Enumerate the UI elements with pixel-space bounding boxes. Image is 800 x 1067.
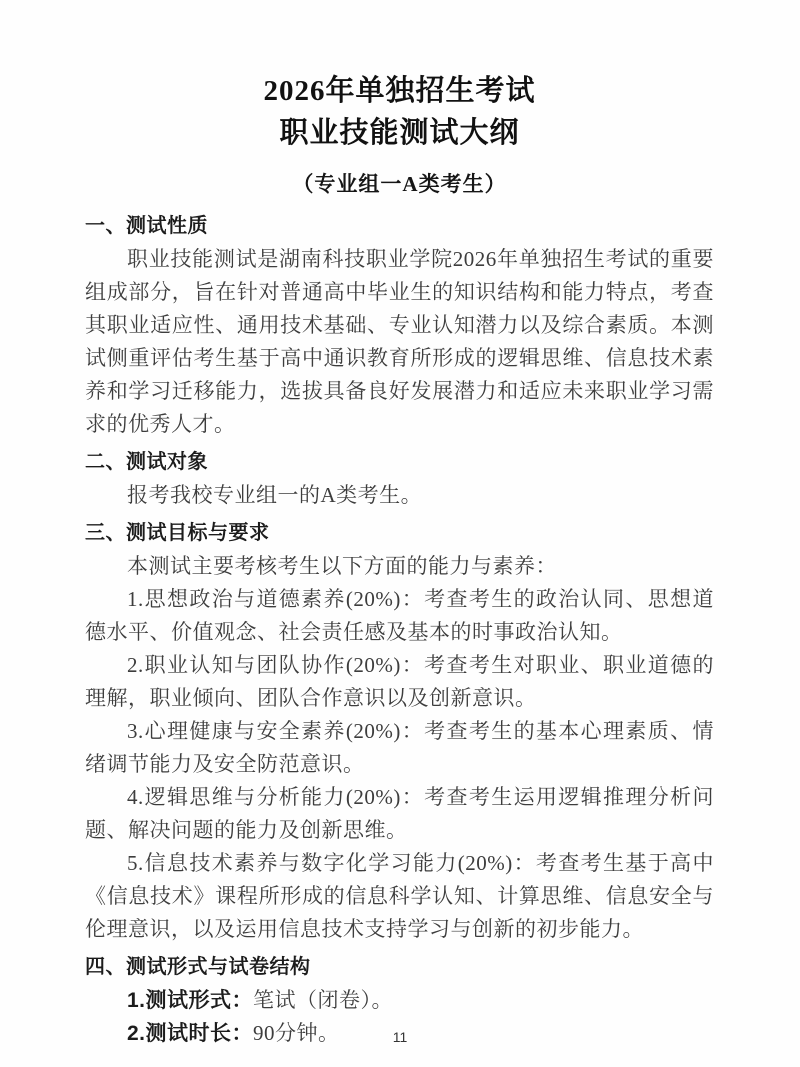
paragraph: 本测试主要考核考生以下方面的能力与素养：: [127, 554, 557, 578]
paragraph: 职业技能测试是湖南科技职业学院2026年单独招生考试的重要组成部分，旨在针对普通高中毕业生的知识结构和能力特点，考查其职业适应性、通用技术基础、专业认知潜力以及综合素质。本测试侧重评估考生基于高中通识教育所形成的逻辑思维、信息技术素养和学习迁移能力，选拔具备良好发展潜力和适应未来职业学习需求的优秀人才。: [85, 247, 714, 436]
page-number: 11: [392, 1029, 408, 1045]
section-test-target: [85, 446, 714, 512]
goal-item-5: 5.信息技术素养与数字化学习能力(20%)：考查考生基于高中《信息技术》课程所形成的信息科学认知、计算思维、信息安全与伦理意识，以及运用信息技术支持学习与创新的初步能力。: [85, 851, 714, 941]
title-line-1: 2026年单独招生考试: [263, 75, 536, 107]
document-subtitle: （专业组一A类考生）: [292, 172, 507, 196]
section-test-goals: [85, 517, 714, 946]
goal-item-2: 2.职业认知与团队协作(20%)：考查考生对职业、职业道德的理解，职业倾向、团队合作意识以及创新意识。: [85, 653, 714, 710]
title-line-2: 职业技能测试大纲: [279, 117, 520, 149]
goal-item-4: 4.逻辑思维与分析能力(20%)：考查考生运用逻辑推理分析问题、解决问题的能力及创新思维。: [85, 785, 714, 842]
section-test-nature: [85, 210, 714, 441]
format-item-1-value: 笔试（闭卷）。: [253, 988, 394, 1012]
section-heading: 二、测试对象: [85, 451, 208, 473]
section-heading: 四、测试形式与试卷结构: [85, 956, 311, 978]
format-item-2-value: 90分钟。: [253, 1021, 340, 1045]
format-item-2-label: 2.测试时长：: [127, 1022, 254, 1045]
section-heading: 一、测试性质: [85, 215, 208, 237]
format-item-1: [85, 984, 714, 1017]
document-title: [85, 70, 714, 154]
goal-item-3: 3.心理健康与安全素养(20%)：考查考生的基本心理素质、情绪调节能力及安全防范意识。: [85, 719, 714, 776]
goal-item-1: 1.思想政治与道德素养(20%)：考查考生的政治认同、思想道德水平、价值观念、社会责任感及基本的时事政治认知。: [85, 587, 714, 644]
format-item-1-label: 1.测试形式：: [127, 989, 254, 1012]
section-heading: 三、测试目标与要求: [85, 522, 270, 544]
paragraph: 报考我校专业组一的A类考生。: [127, 483, 423, 507]
